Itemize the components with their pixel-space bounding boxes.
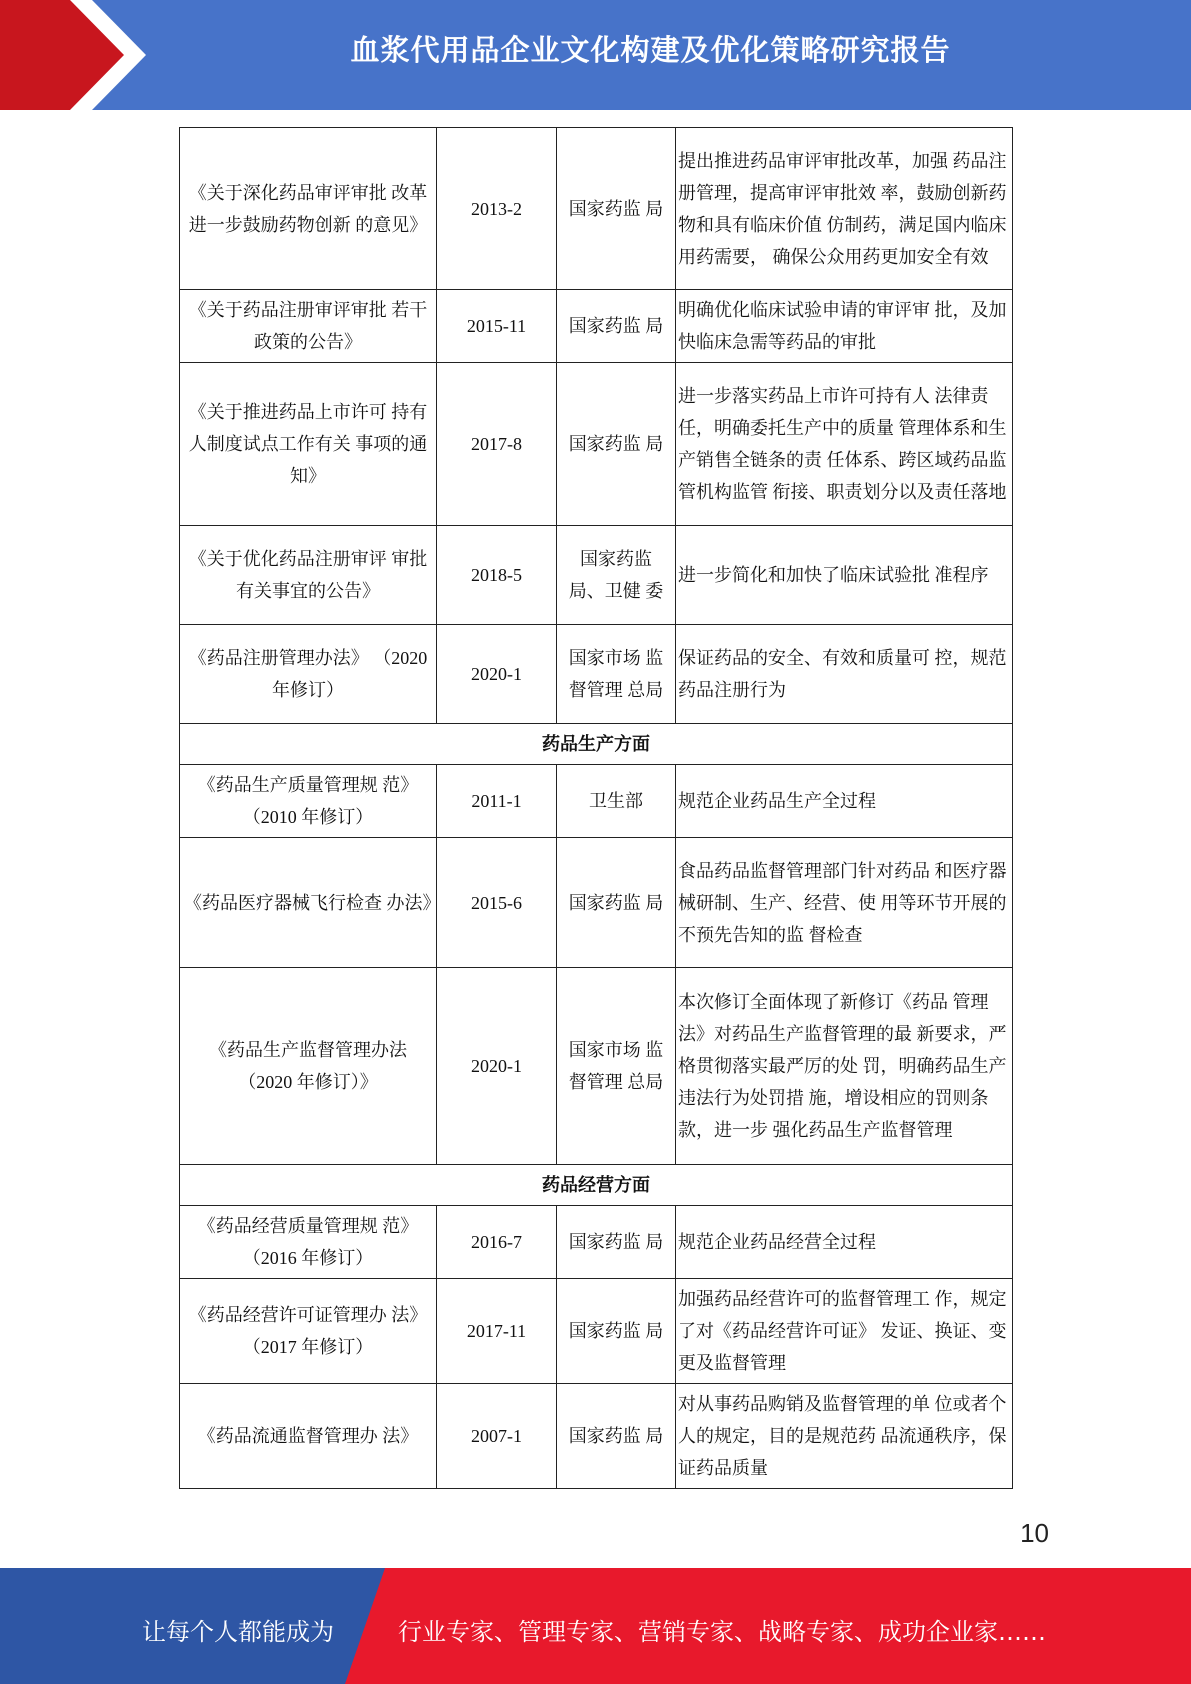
- issue-date: 2020-1: [437, 625, 557, 724]
- table-row: [180, 363, 1013, 526]
- section-title-operation: 药品经营方面: [180, 1165, 1013, 1206]
- issue-date: 2013-2: [437, 128, 557, 290]
- regulation-table: [179, 127, 1013, 1489]
- issue-date: 2017-11: [437, 1279, 557, 1384]
- regulation-description: 规范企业药品生产全过程: [676, 765, 1013, 838]
- issue-date: 2020-1: [437, 968, 557, 1165]
- issue-date: 2016-7: [437, 1206, 557, 1279]
- regulation-name: 《药品生产监督管理办法 （2020 年修订）》: [180, 968, 437, 1165]
- table-row: [180, 968, 1013, 1165]
- table-row: [180, 1206, 1013, 1279]
- issue-date: 2007-1: [437, 1384, 557, 1489]
- regulation-description: 规范企业药品经营全过程: [676, 1206, 1013, 1279]
- section-header-row: [180, 724, 1013, 765]
- regulation-name: 《关于深化药品审评审批 改革进一步鼓励药物创新 的意见》: [180, 128, 437, 290]
- section-header-row: [180, 1165, 1013, 1206]
- issuing-department: 国家市场 监督管理 总局: [557, 625, 676, 724]
- regulation-description: 加强药品经营许可的监督管理工 作，规定了对《药品经营许可证》 发证、换证、变更及监督管理: [676, 1279, 1013, 1384]
- table-row: [180, 625, 1013, 724]
- regulation-name: 《关于药品注册审评审批 若干政策的公告》: [180, 290, 437, 363]
- issue-date: 2015-6: [437, 838, 557, 968]
- issue-date: 2011-1: [437, 765, 557, 838]
- regulation-name: 《关于推进药品上市许可 持有人制度试点工作有关 事项的通知》: [180, 363, 437, 526]
- issuing-department: 国家药监 局: [557, 838, 676, 968]
- issuing-department: 国家药监 局: [557, 1384, 676, 1489]
- regulation-description: 提出推进药品审评审批改革，加强 药品注册管理，提高审评审批效 率，鼓励创新药物和具有临床价值 仿制药，满足国内临床用药需要， 确保公众用药更加安全有效: [676, 128, 1013, 290]
- table-row: [180, 1279, 1013, 1384]
- page-number: 10: [1020, 1518, 1049, 1548]
- regulation-description: 食品药品监督管理部门针对药品 和医疗器械研制、生产、经营、使 用等环节开展的不预先告知的监 督检查: [676, 838, 1013, 968]
- issuing-department: 国家药监 局: [557, 1279, 676, 1384]
- issuing-department: 国家药监 局: [557, 128, 676, 290]
- regulation-description: 保证药品的安全、有效和质量可 控，规范药品注册行为: [676, 625, 1013, 724]
- table-row: [180, 838, 1013, 968]
- regulation-name: 《药品经营许可证管理办 法》（2017 年修订）: [180, 1279, 437, 1384]
- regulation-name: 《药品流通监督管理办 法》: [180, 1384, 437, 1489]
- regulation-name: 《药品经营质量管理规 范》（2016 年修订）: [180, 1206, 437, 1279]
- header-band: [0, 0, 1191, 110]
- issuing-department: 卫生部: [557, 765, 676, 838]
- regulation-name: 《关于优化药品注册审评 审批有关事宜的公告》: [180, 526, 437, 625]
- table-row: [180, 290, 1013, 363]
- issuing-department: 国家市场 监督管理 总局: [557, 968, 676, 1165]
- table-row: [180, 128, 1013, 290]
- regulation-name: 《药品生产质量管理规 范》（2010 年修订）: [180, 765, 437, 838]
- issuing-department: 国家药监 局、卫健 委: [557, 526, 676, 625]
- issue-date: 2017-8: [437, 363, 557, 526]
- table-row: [180, 765, 1013, 838]
- footer-slogan-right: 行业专家、管理专家、营销专家、战略专家、成功企业家……: [398, 1618, 1046, 1646]
- regulation-description: 对从事药品购销及监督管理的单 位或者个人的规定，目的是规范药 品流通秩序，保证药品质量: [676, 1384, 1013, 1489]
- footer-band: [0, 1568, 1191, 1684]
- regulation-description: 本次修订全面体现了新修订《药品 管理法》对药品生产监督管理的最 新要求，严格贯彻落实最严厉的处 罚，明确药品生产违法行为处罚措 施，增设相应的罚则条款，进一步 强化药品生产监督管理: [676, 968, 1013, 1165]
- issue-date: 2015-11: [437, 290, 557, 363]
- issuing-department: 国家药监 局: [557, 363, 676, 526]
- regulation-description: 进一步简化和加快了临床试验批 准程序: [676, 526, 1013, 625]
- regulation-name: 《药品医疗器械飞行检查 办法》: [180, 838, 437, 968]
- footer-slogan-left: 让每个人都能成为: [142, 1618, 334, 1646]
- document-title: 血浆代用品企业文化构建及优化策略研究报告: [350, 35, 951, 67]
- table-row: [180, 1384, 1013, 1489]
- issue-date: 2018-5: [437, 526, 557, 625]
- issuing-department: 国家药监 局: [557, 1206, 676, 1279]
- regulation-name: 《药品注册管理办法》 （2020 年修订）: [180, 625, 437, 724]
- header-arrow-icon: [0, 0, 160, 110]
- regulation-description: 进一步落实药品上市许可持有人 法律责任，明确委托生产中的质量 管理体系和生产销售全链条的责 任体系、跨区域药品监管机构监管 衔接、职责划分以及责任落地: [676, 363, 1013, 526]
- regulation-description: 明确优化临床试验申请的审评审 批，及加快临床急需等药品的审批: [676, 290, 1013, 363]
- regulation-table-container: [179, 127, 1012, 1489]
- section-title-production: 药品生产方面: [180, 724, 1013, 765]
- table-row: [180, 526, 1013, 625]
- issuing-department: 国家药监 局: [557, 290, 676, 363]
